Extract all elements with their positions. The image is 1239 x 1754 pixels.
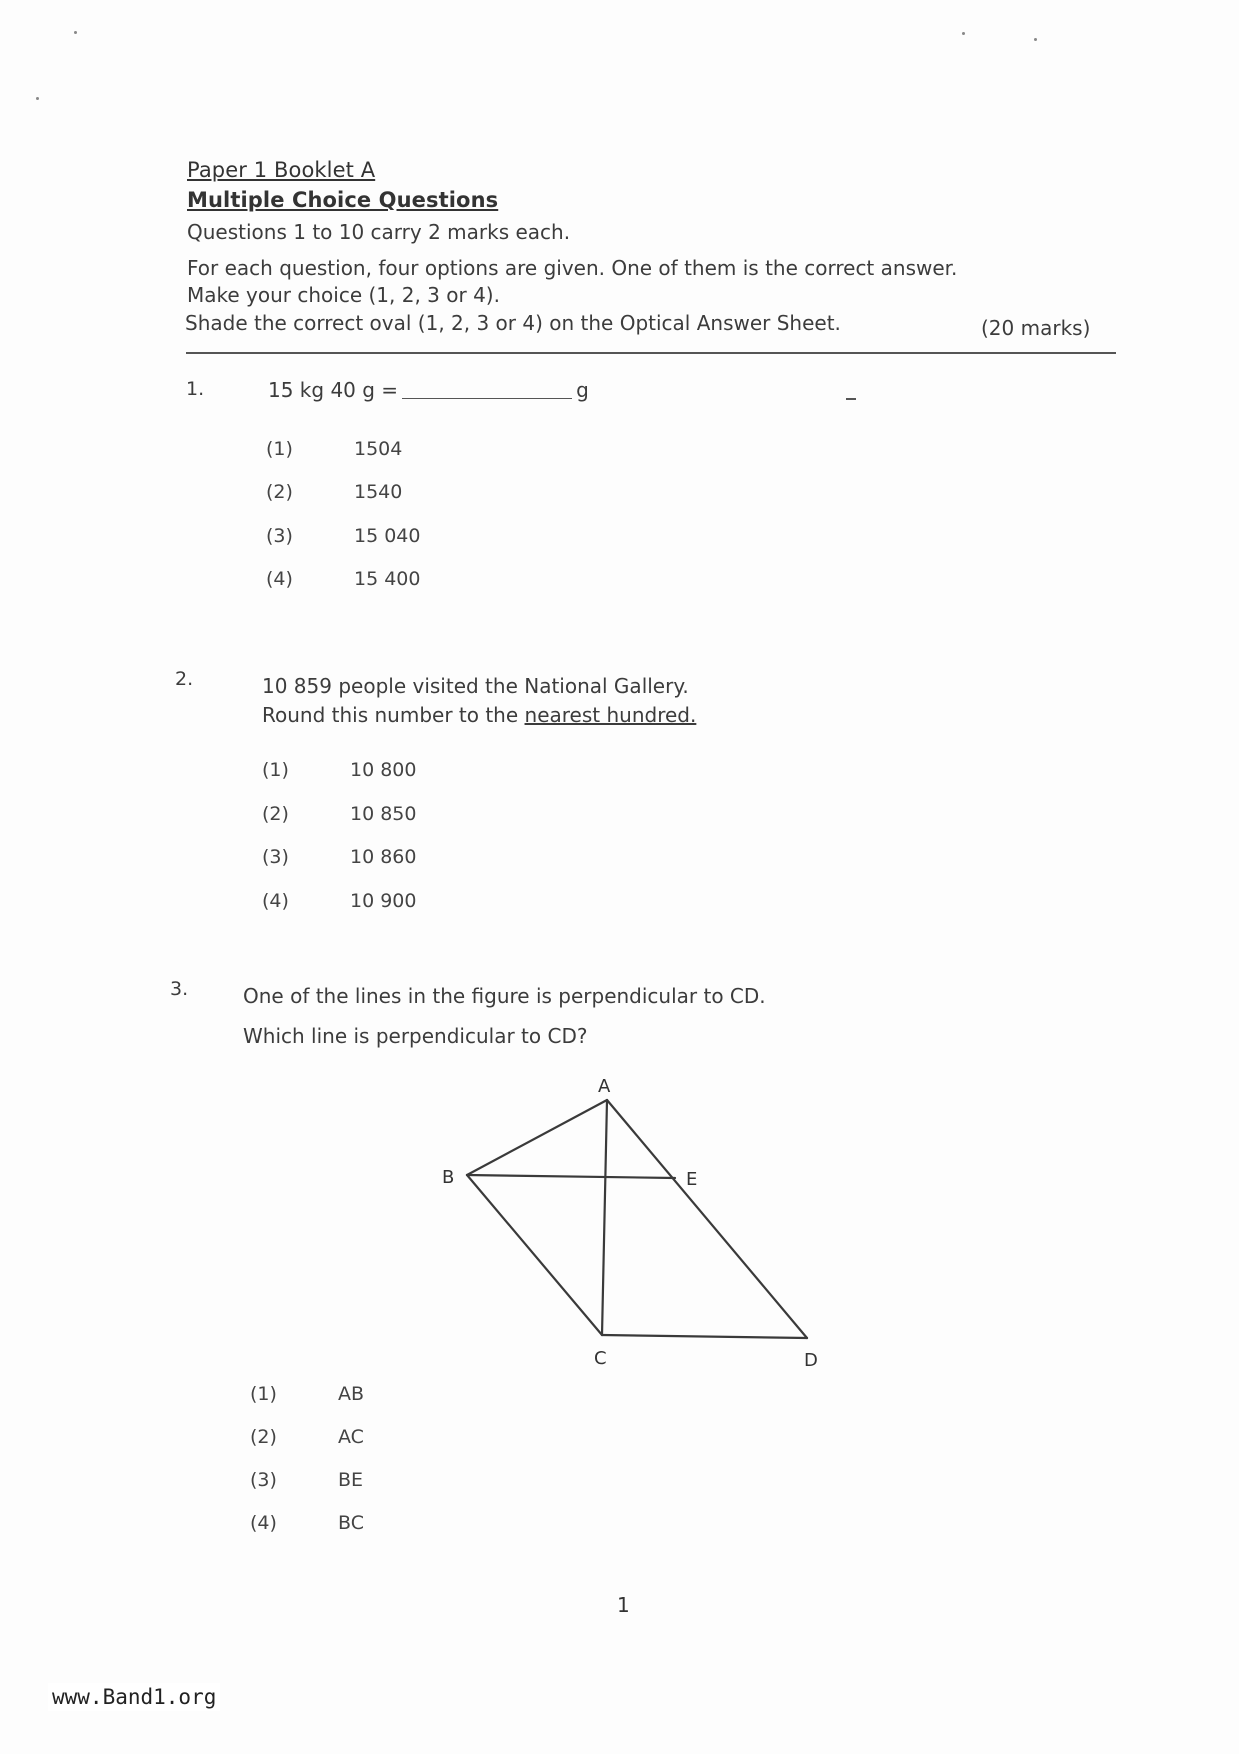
option: [266, 438, 402, 460]
geometry-figure: [420, 1060, 840, 1380]
option-value: 15 400: [354, 568, 421, 590]
option-value: AC: [338, 1426, 364, 1448]
instruction-line: Questions 1 to 10 carry 2 marks each.: [187, 220, 571, 244]
option: [262, 803, 416, 825]
option-label: (1): [266, 438, 293, 460]
option: [250, 1426, 364, 1448]
total-marks: (20 marks): [981, 316, 1091, 340]
option-value: 10 900: [350, 890, 417, 912]
stray-mark: [846, 398, 856, 400]
point-label-a: A: [598, 1076, 611, 1097]
question-3-line-1: One of the lines in the figure is perpendicular to CD.: [243, 984, 766, 1008]
option: [266, 481, 402, 503]
option: [262, 890, 416, 912]
question-number: 3.: [170, 978, 189, 1000]
segment-BC: [467, 1175, 602, 1335]
option: [250, 1512, 364, 1534]
instruction-line: For each question, four options are given. One of them is the correct answer.: [187, 256, 958, 280]
page-number: 1: [617, 1593, 630, 1617]
point-label-b: B: [442, 1167, 455, 1188]
section-title-text: Multiple Choice Questions: [187, 188, 499, 212]
point-label-e: E: [686, 1169, 698, 1190]
question-1-expression: 15 kg 40 g =: [268, 378, 399, 402]
option: [266, 525, 420, 547]
segment-CD: [602, 1335, 807, 1338]
option-value: BE: [338, 1469, 364, 1491]
question-2-line-2: [262, 703, 696, 727]
segment-AB: [467, 1100, 607, 1175]
option-label: (1): [250, 1383, 277, 1405]
question-1-text: [268, 378, 589, 402]
question-number: 1.: [186, 378, 205, 400]
scan-speck: [74, 31, 77, 34]
option-value: AB: [338, 1383, 365, 1405]
option-value: BC: [338, 1512, 364, 1534]
option-label: (4): [266, 568, 293, 590]
question-3-line-2: Which line is perpendicular to CD?: [243, 1024, 588, 1048]
watermark-link[interactable]: www.Band1.org: [48, 1683, 220, 1711]
option-value: 1504: [354, 438, 403, 460]
question-number: 2.: [175, 668, 194, 690]
header-divider: [186, 352, 1116, 354]
point-label-d: D: [804, 1350, 818, 1371]
booklet-title-text: Paper 1 Booklet A: [187, 158, 376, 182]
question-1-unit: g: [576, 378, 589, 402]
option: [250, 1383, 364, 1405]
scan-speck: [1034, 38, 1037, 41]
option: [266, 568, 420, 590]
instruction-line: Make your choice (1, 2, 3 or 4).: [187, 283, 500, 307]
segment-AC: [602, 1100, 607, 1335]
option: [262, 759, 416, 781]
answer-blank: [402, 398, 572, 399]
option-label: (2): [262, 803, 289, 825]
point-label-c: C: [594, 1348, 607, 1369]
segment-BE: [467, 1175, 675, 1178]
instruction-line: Shade the correct oval (1, 2, 3 or 4) on the Optical Answer Sheet.: [185, 311, 841, 335]
option-label: (2): [266, 481, 293, 503]
scan-speck: [36, 97, 39, 100]
option-value: 15 040: [354, 525, 421, 547]
option: [250, 1469, 363, 1491]
question-2-line-2-text: Round this number to the: [262, 703, 525, 727]
question-2-line-1: 10 859 people visited the National Gallery.: [262, 674, 689, 698]
option-label: (4): [262, 890, 289, 912]
option-label: (3): [266, 525, 293, 547]
option-label: (1): [262, 759, 289, 781]
option-value: 10 800: [350, 759, 417, 781]
option-value: 1540: [354, 481, 403, 503]
scan-speck: [962, 32, 965, 35]
option-value: 10 850: [350, 803, 417, 825]
segment-AD: [607, 1100, 807, 1338]
emphasis-nearest-hundred: nearest hundred.: [524, 703, 697, 727]
option-label: (4): [250, 1512, 277, 1534]
option-label: (3): [262, 846, 289, 868]
option-label: (3): [250, 1469, 277, 1491]
section-title: [187, 188, 498, 212]
option-value: 10 860: [350, 846, 417, 868]
option: [262, 846, 416, 868]
option-label: (2): [250, 1426, 277, 1448]
booklet-title: [187, 158, 375, 182]
